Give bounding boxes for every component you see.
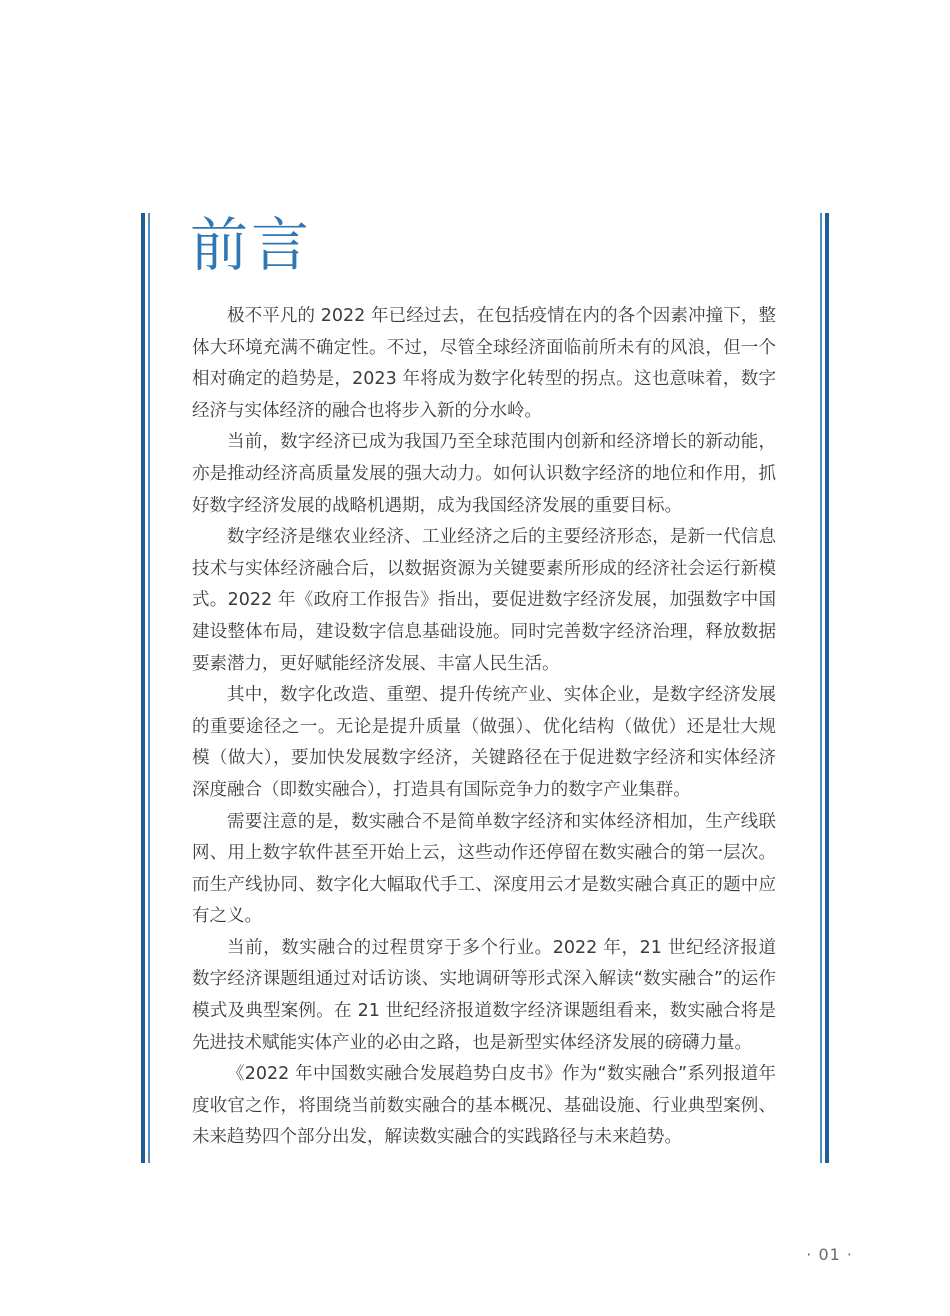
left-border-rule (141, 213, 145, 1163)
paragraph-6: 当前，数实融合的过程贯穿于多个行业。2022 年，21 世纪经济报道数字经济课题组通过对话访谈、实地调研等形式深入解读“数实融合”的运作模式及典型案例。在 21 世纪经济报道数字经济课题组看来，数实融合将是先进技术赋能实体产业的必由之路，也是新型实体经济发展的磅礴力量。 (192, 937, 776, 1053)
right-border-rule-inner (820, 213, 822, 1163)
paragraph-7: 《2022 年中国数实融合发展趋势白皮书》作为“数实融合”系列报道年度收官之作，将围绕当前数实融合的基本概况、基础设施、行业典型案例、未来趋势四个部分出发，解读数实融合的实践路径与未来趋势。 (192, 1064, 776, 1148)
paragraph-5: 需要注意的是，数实融合不是简单数字经济和实体经济相加，生产线联网、用上数字软件甚至开始上云，这些动作还停留在数实融合的第一层次。而生产线协同、数字化大幅取代手工、深度用云才是数实融合真正的题中应有之义。 (192, 811, 776, 927)
paragraph-1: 极不平凡的 2022 年已经过去，在包括疫情在内的各个因素冲撞下，整体大环境充满不确定性。不过，尽管全球经济面临前所未有的风浪，但一个相对确定的趋势是，2023 年将成为数字化转型的拐点。这也意味着，数字经济与实体经济的融合也将步入新的分水岭。 (192, 306, 776, 421)
paragraph-4: 其中，数字化改造、重塑、提升传统产业、实体企业，是数字经济发展的重要途径之一。无论是提升质量（做强）、优化结构（做优）还是壮大规模（做大），要加快发展数字经济，关键路径在于促进数字经济和实体经济深度融合（即数实融合），打造具有国际竞争力的数字产业集群。 (192, 685, 776, 800)
paragraph-2: 当前，数字经济已成为我国乃至全球范围内创新和经济增长的新动能，亦是推动经济高质量发展的强大动力。如何认识数字经济的地位和作用，抓好数字经济发展的战略机遇期，成为我国经济发展的重要目标。 (192, 432, 776, 516)
page-title: 前言 (190, 211, 313, 279)
left-border-rule-inner (148, 213, 150, 1163)
page-number: · 01 · (806, 1245, 853, 1264)
paragraph-3: 数字经济是继农业经济、工业经济之后的主要经济形态，是新一代信息技术与实体经济融合后，以数据资源为关键要素所形成的经济社会运行新模式。2022 年《政府工作报告》指出，要促进数字经济发展，加强数字中国建设整体布局，建设数字信息基础设施。同时完善数字经济治理，释放数据要素潜力，更好赋能经济发展、丰富人民生活。 (192, 527, 776, 674)
preface-body (192, 301, 776, 1154)
right-border-rule (825, 213, 829, 1163)
